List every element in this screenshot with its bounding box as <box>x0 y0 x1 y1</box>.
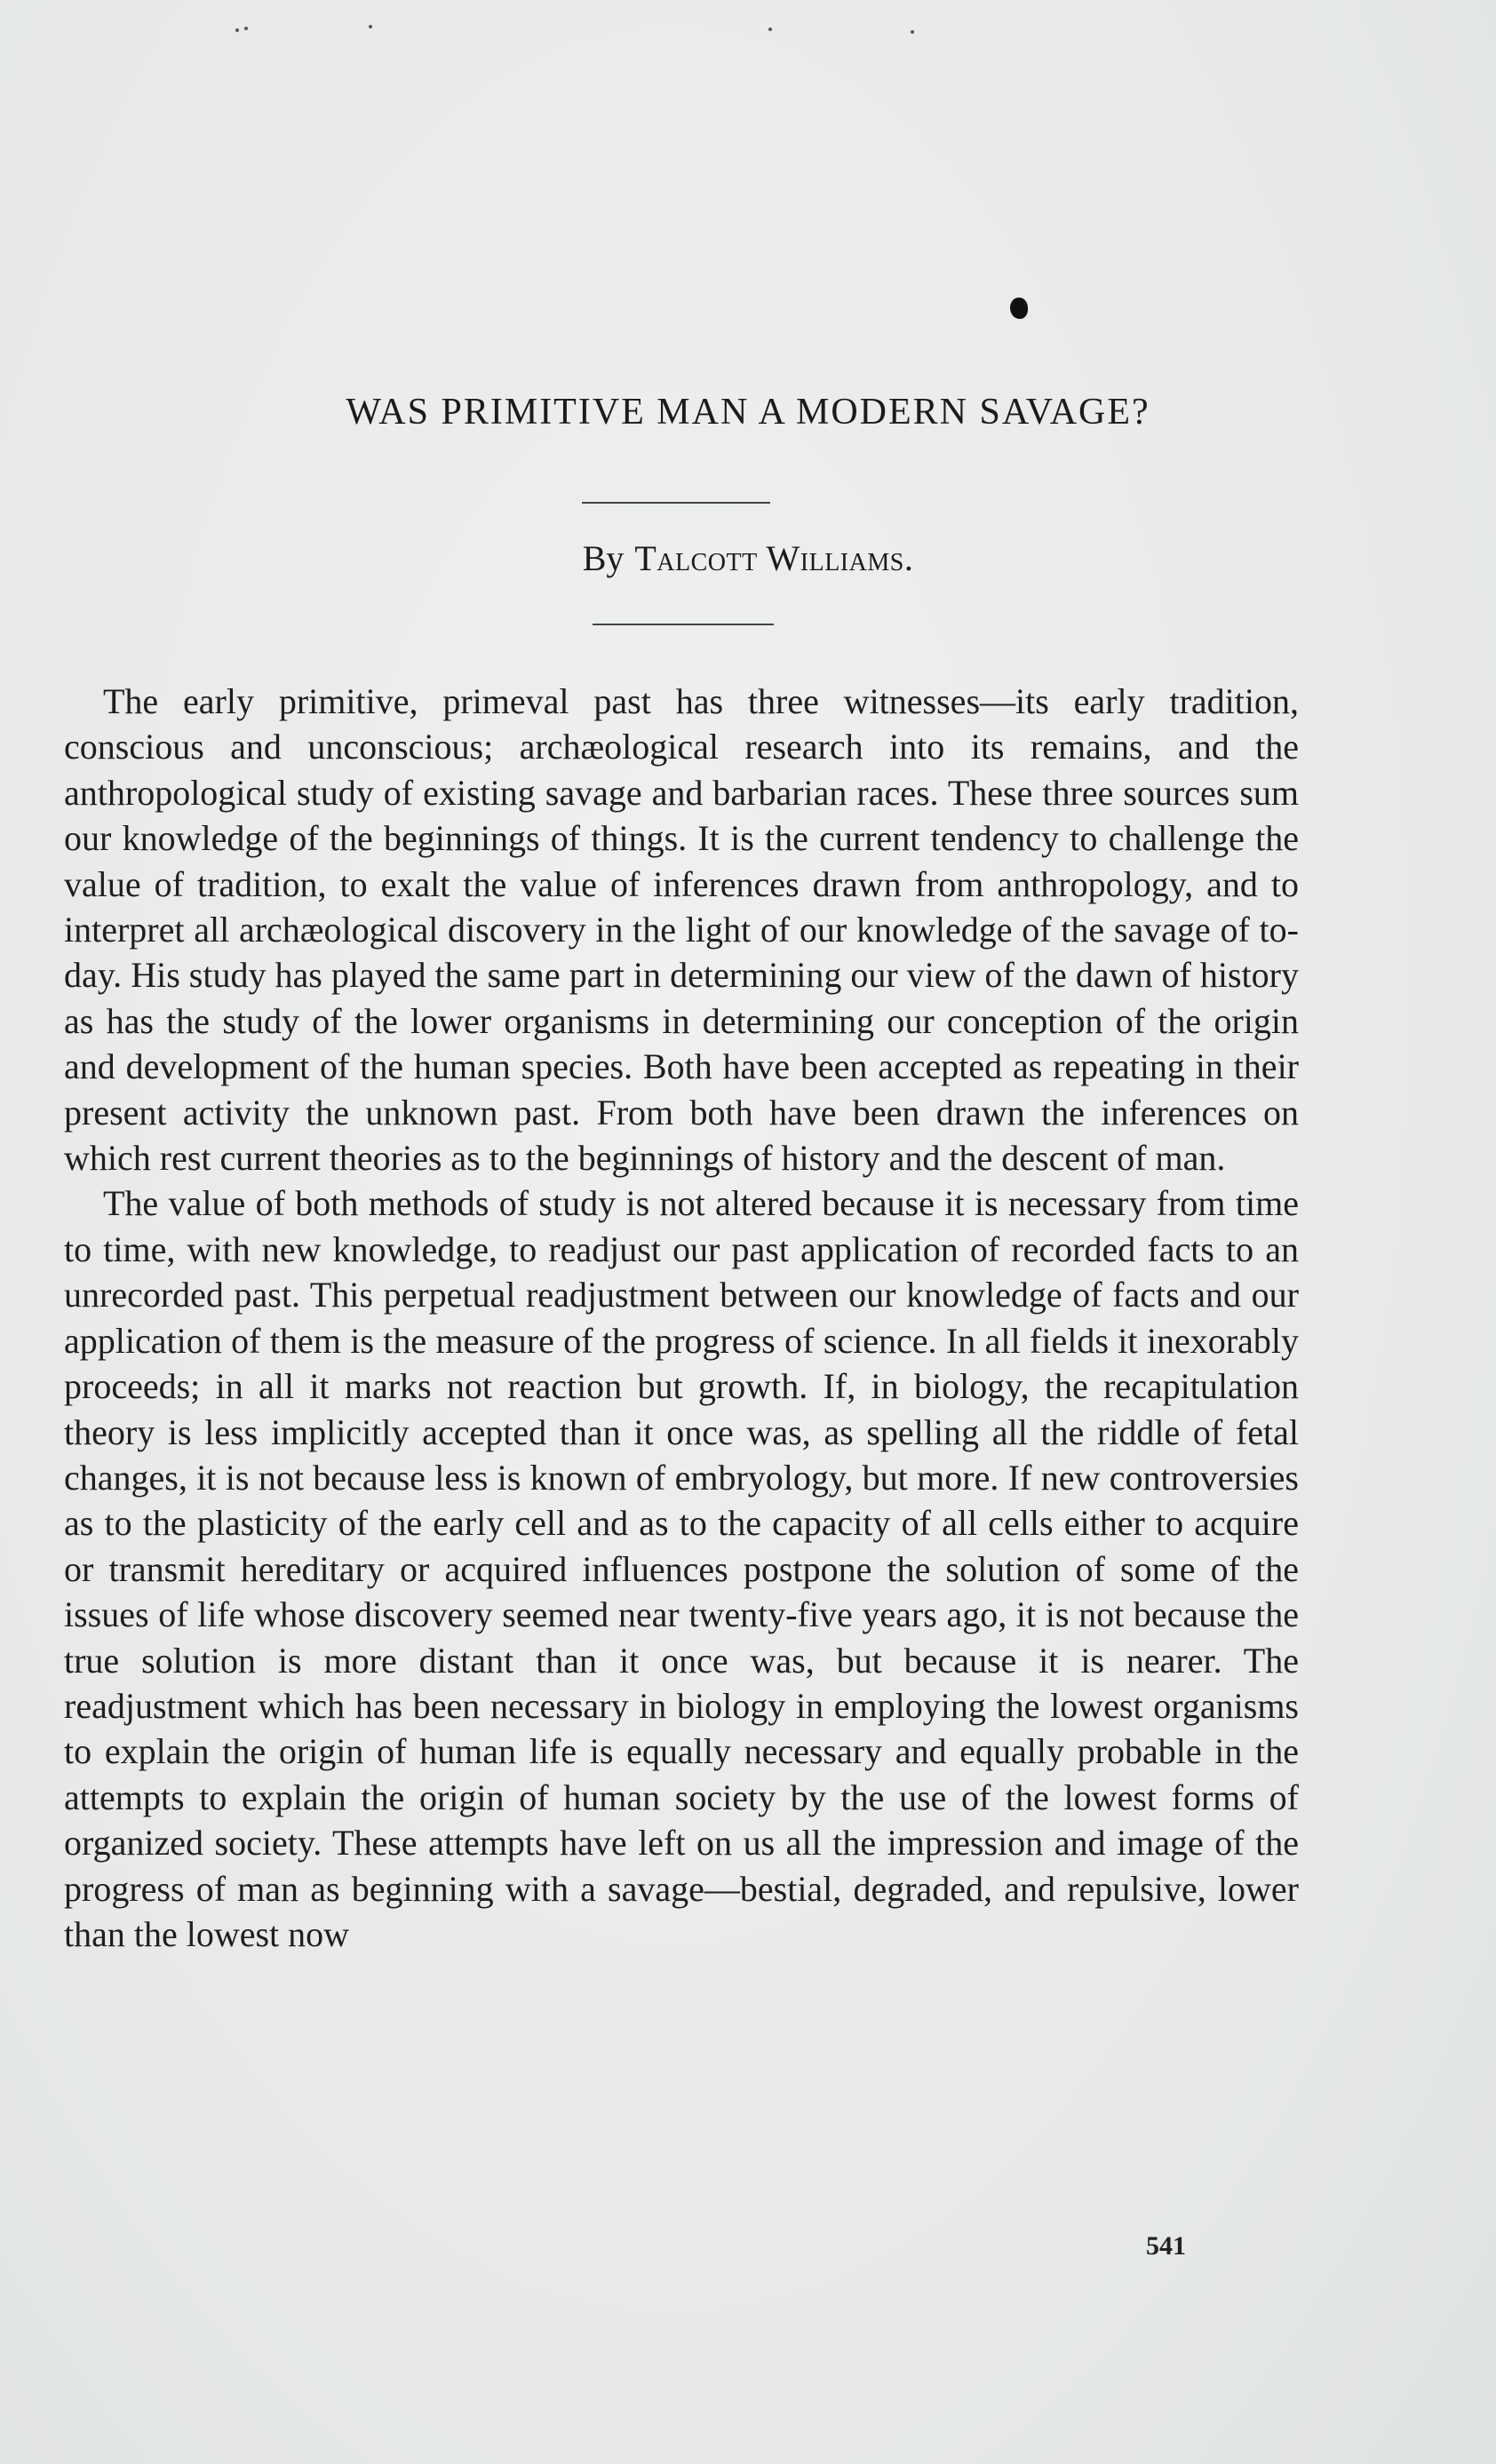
byline <box>0 537 1496 579</box>
speck <box>244 27 248 30</box>
speck <box>911 30 914 34</box>
paragraph-2: The value of both methods of study is not altered because it is necessary from time to time, with new knowledge, to readjust our past application of recorded facts to an unrecorded past. This perpetual readjustment between our knowledge of facts and our application of them is the measure of the progress of science. In all fields it inexorably proceeds; in all it marks not reaction but growth. If, in biology, the recapitulation theory is less implicitly accepted than it once was, as spelling all the riddle of fetal changes, it is not because less is known of embryology, but more. If new controversies as to the plasticity of the early cell and as to the capacity of all cells either to acquire or transmit hereditary or acquired influences postpone the solution of some of the issues of life whose discovery seemed near twenty-five years ago, it is not because the true solution is more distant than it once was, but because it is nearer. The readjustment which has been necessary in biology in employing the lowest organisms to explain the origin of human life is equally necessary and equally probable in the attempts to explain the origin of human society by the use of the lowest forms of organized society. These attempts have left on us all the impression and image of the progress of man as beginning with a savage—bestial, degraded, and repulsive, lower than the lowest now <box>64 1183 1299 1954</box>
speck <box>768 28 772 31</box>
article-title: WAS PRIMITIVE MAN A MODERN SAVAGE? <box>346 392 1150 433</box>
ink-blot <box>1010 298 1028 319</box>
page-number: 541 <box>1146 2231 1186 2261</box>
byline-prefix: By <box>582 538 625 578</box>
paragraph-1: The early primitive, primeval past has three witnesses—its early tradition, conscious and unconscious; archæological research into its remains, and the anthropological study of existing savage and barbarian races. These three sources sum our knowledge of the beginnings of things. It is the current tendency to challenge the value of tradition, to exalt the value of inferences drawn from anthropology, and to interpret all archæological discovery in the light of our knowledge of the savage of to-day. His study has played the same part in determining our view of the dawn of history as has the study of the lower organisms in determining our conception of the origin and development of the human species. Both have been accepted as repeating in their present activity the unknown past. From both have been drawn the inferences on which rest current theories as to the beginnings of history and the descent of man. <box>64 681 1299 1179</box>
speck <box>235 28 239 32</box>
title-divider <box>582 502 770 504</box>
speck <box>369 25 372 28</box>
author-name: Talcott Williams. <box>634 538 914 578</box>
print-specks <box>227 25 937 60</box>
byline-divider <box>593 624 774 625</box>
article-body <box>64 679 1299 1957</box>
